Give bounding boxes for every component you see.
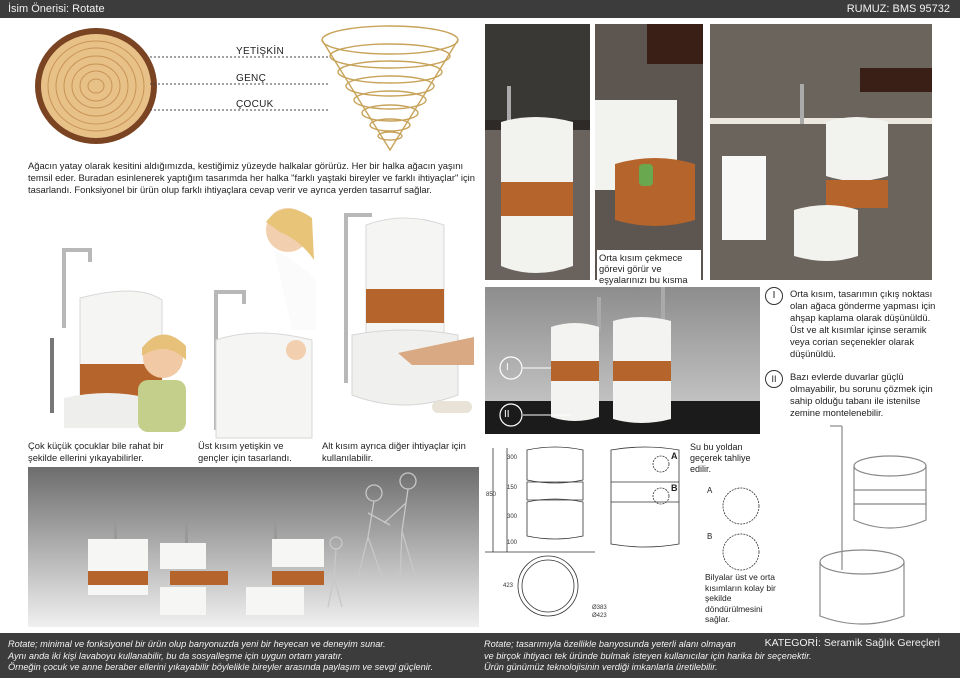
footer-bar bbox=[0, 633, 960, 678]
dim-423: 423 bbox=[503, 583, 514, 589]
diameter-383: Ø383 bbox=[592, 605, 607, 611]
render-drawer-open-image bbox=[595, 24, 703, 285]
footer-left-line: Rotate; minimal ve fonksiyonel bir ürün olup banyonuzda yeni bir heyecan ve deneyim sunar. bbox=[8, 639, 386, 649]
render-sink-bathroom-image bbox=[485, 24, 590, 280]
dim-150: 150 bbox=[507, 485, 518, 491]
caption-child: Çok küçük çocuklar bile rahat bir şekilde ellerini yıkayabilirler. bbox=[28, 440, 164, 463]
drain-note: Su bu yoldan geçerek tahliye edilir. bbox=[690, 442, 751, 474]
transparent-exploded-image bbox=[780, 420, 940, 630]
caption-bottom: Alt kısım ayrıca diğer ihtiyaçlar için kullanılabilir. bbox=[322, 440, 466, 463]
rotate-note: Bilyalar üst ve orta kısımların kolay bir şekilde döndürülmesini sağlar. bbox=[705, 572, 776, 624]
caption-top: Üst kısım yetişkin ve gençler için tasarlandı. bbox=[198, 440, 292, 463]
dim-300-top: 300 bbox=[507, 455, 518, 461]
adult-using-sink-image bbox=[196, 200, 316, 438]
render-marker-II: II bbox=[504, 409, 510, 420]
render-two-units-image bbox=[485, 287, 760, 434]
sink-with-hand-image bbox=[324, 205, 474, 438]
note-II-text: Bazı evlerde duvarlar güçlü olmayabilir, bu sorunu çözmek için sahip olduğu tabanı ile istenilse zemine montelenebilir. bbox=[790, 371, 933, 418]
ring-label-adult: YETİŞKİN bbox=[236, 46, 284, 57]
footer-left-line: Örneğin çocuk ve anne beraber ellerini yıkayabilir böylelikle bireyler arasında paylaşım ve sevgi güçlenir. bbox=[8, 662, 434, 672]
category-label: KATEGORİ: Seramik Sağlık Gereçleri bbox=[764, 637, 940, 649]
dim-100: 100 bbox=[507, 540, 518, 546]
footer-left bbox=[8, 639, 478, 674]
header-bar bbox=[0, 0, 960, 18]
wire-cone-image bbox=[318, 22, 463, 157]
render-towel-image bbox=[710, 24, 932, 280]
dim-300-bottom: 300 bbox=[507, 514, 518, 520]
note-I-text: Orta kısım, tasarımın çıkış noktası olan ağaca gönderme yapması için ahşap kaplama olarak düşünüldü. Üst ve alt kısımlar içinse seramik veya corian seçenekler olarak düşünüldü. bbox=[790, 288, 936, 359]
wood-slice-image bbox=[34, 26, 159, 146]
marker-B: B bbox=[671, 483, 678, 493]
detail-label-B: B bbox=[707, 532, 713, 541]
usage-strip-image bbox=[28, 467, 479, 627]
footer-right-line: ve birçok ihtiyacı tek üründe bulmak isteyen kullanıcılar için harika bir seçenektir. bbox=[484, 650, 812, 661]
detail-label-A: A bbox=[707, 486, 713, 495]
project-code: RUMUZ: BMS 95732 bbox=[846, 3, 950, 15]
child-using-sink-image bbox=[28, 238, 188, 438]
intro-text: Ağacın yatay olarak kesitini aldığımızda, kestiğimiz yüzeyde halkalar görürüz. Her bir halka ağacın yaşını temsil eder. Buradan esinlenerek yaptığım tasarımda her halka "farklı yaştaki bireyler ve farklı ihtiyaçlar" için tasarlandı. Fonksiyonel bir ürün olup farklı ihtiyaçlara cevap verir ve ayrıca yerden tasarruf sağlar. bbox=[28, 160, 475, 195]
render-marker-I: I bbox=[506, 362, 509, 373]
ring-label-child: ÇOCUK bbox=[236, 99, 274, 110]
footer-right-line: Rotate; tasarımıyla özellikle banyosunda yeterli alanı olmayan bbox=[484, 639, 736, 649]
caption-drawer: Orta kısım çekmece görevi görür ve eşyalarınızı bu kısma bbox=[597, 250, 701, 298]
ring-label-teen: GENÇ bbox=[236, 73, 267, 84]
note-marker-I: I bbox=[765, 287, 783, 305]
page-title: İsim Önerisi: Rotate bbox=[8, 3, 105, 15]
marker-A: A bbox=[671, 451, 678, 461]
note-marker-II: II bbox=[765, 370, 783, 388]
dim-850: 850 bbox=[486, 492, 497, 498]
footer-right-line: Ürün günümüz teknolojisinin verdiği imkanlarla üretilebilir. bbox=[484, 662, 718, 672]
diameter-423: Ø423 bbox=[592, 613, 607, 619]
footer-left-line: Aynı anda iki kişi lavaboyu kullanabilir, bu da sosyalleşme için uygun ortam yaratır. bbox=[8, 650, 344, 661]
